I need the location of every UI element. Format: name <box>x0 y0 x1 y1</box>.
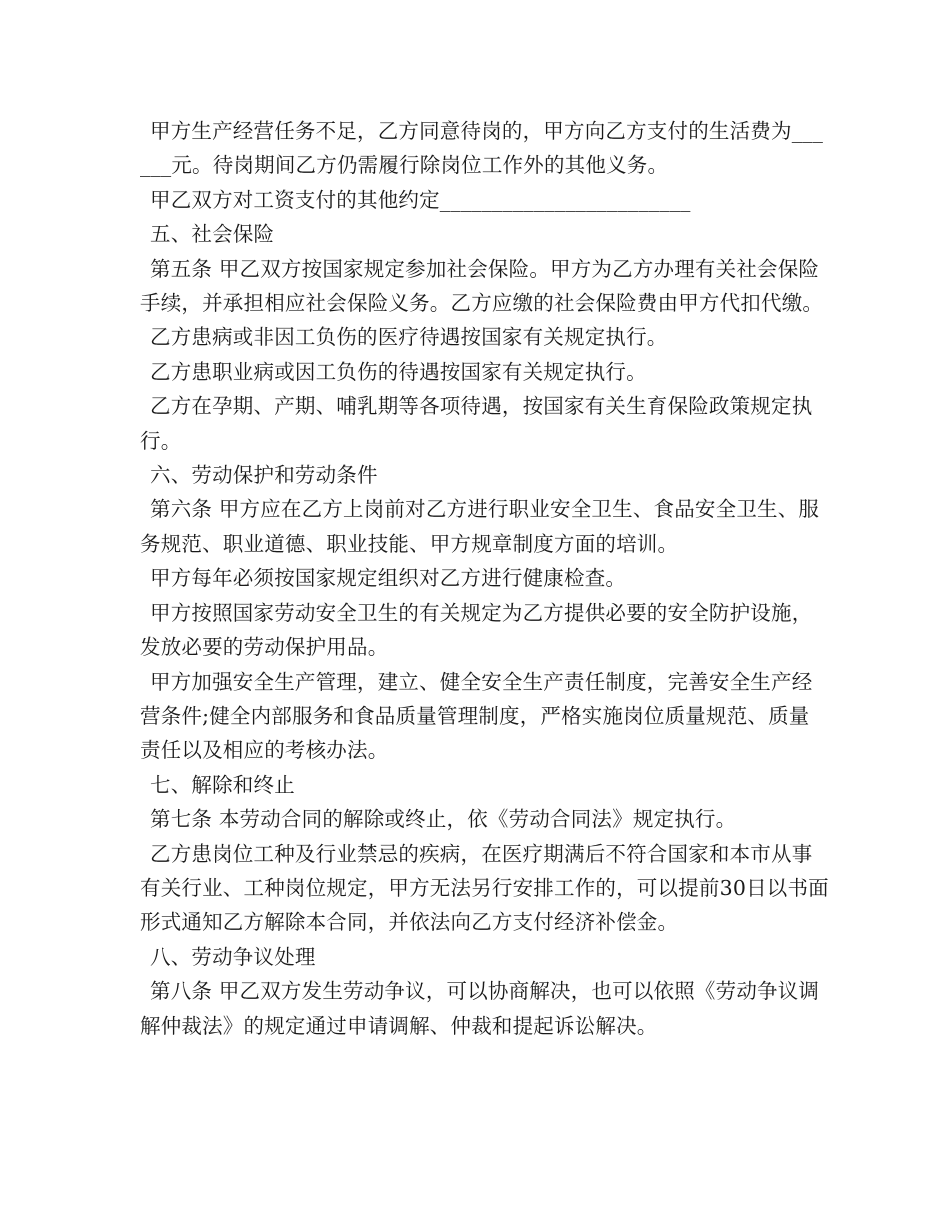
paragraph-safety-facilities: 甲方按照国家劳动安全卫生的有关规定为乙方提供必要的安全防护设施，发放必要的劳动保护用品。 <box>140 600 813 660</box>
paragraph-standby-pay: 甲方生产经营任务不足，乙方同意待岗的，甲方向乙方支付的生活费为______元。待岗期间乙方仍需履行除岗位工作外的其他义务。 <box>140 119 824 178</box>
paragraph-other-wage-terms: 甲乙双方对工资支付的其他约定________________________ <box>150 187 691 212</box>
paragraph-maternity: 乙方在孕期、产期、哺乳期等各项待遇，按国家有关生育保险政策规定执行。 <box>140 394 813 453</box>
paragraph-health-check: 甲方每年必须按国家规定组织对乙方进行健康检查。 <box>150 566 627 591</box>
paragraph-illness-treatment: 乙方患病或非因工负伤的医疗待遇按国家有关规定执行。 <box>150 325 668 350</box>
section-heading-social-insurance: 五、社会保险 <box>150 222 275 247</box>
article-6: 第六条 甲方应在乙方上岗前对乙方进行职业安全卫生、食品安全卫生、服务规范、职业道德、职业技能、甲方规章制度方面的培训。 <box>140 497 820 556</box>
article-7: 第七条 本劳动合同的解除或终止，依《劳动合同法》规定执行。 <box>150 807 737 832</box>
article-8: 第八条 甲乙双方发生劳动争议，可以协商解决，也可以依照《劳动争议调解仲裁法》的规定通过申请调解、仲裁和提起诉讼解决。 <box>140 979 820 1038</box>
article-5: 第五条 甲乙双方按国家规定参加社会保险。甲方为乙方办理有关社会保险手续，并承担相应社会保险义务。乙方应缴的社会保险费由甲方代扣代缴。 <box>140 256 824 316</box>
paragraph-safety-management: 甲方加强安全生产管理，建立、健全安全生产责任制度，完善安全生产经营条件;健全内部服务和食品质量管理制度，严格实施岗位质量规范、质量责任以及相应的考核办法。 <box>140 669 813 763</box>
paragraph-occupational-injury: 乙方患职业病或因工负伤的待遇按国家有关规定执行。 <box>150 359 647 384</box>
paragraph-prohibited-illness: 乙方患岗位工种及行业禁忌的疾病，在医疗期满后不符合国家和本市从事有关行业、工种岗位规定，甲方无法另行安排工作的，可以提前30日以书面形式通知乙方解除本合同，并依法向乙方支付经济补偿金。 <box>140 841 829 935</box>
section-heading-termination: 七、解除和终止 <box>150 772 295 797</box>
section-heading-labor-protection: 六、劳动保护和劳动条件 <box>150 463 378 488</box>
section-heading-labor-dispute: 八、劳动争议处理 <box>150 944 316 969</box>
document-body <box>140 114 830 1043</box>
